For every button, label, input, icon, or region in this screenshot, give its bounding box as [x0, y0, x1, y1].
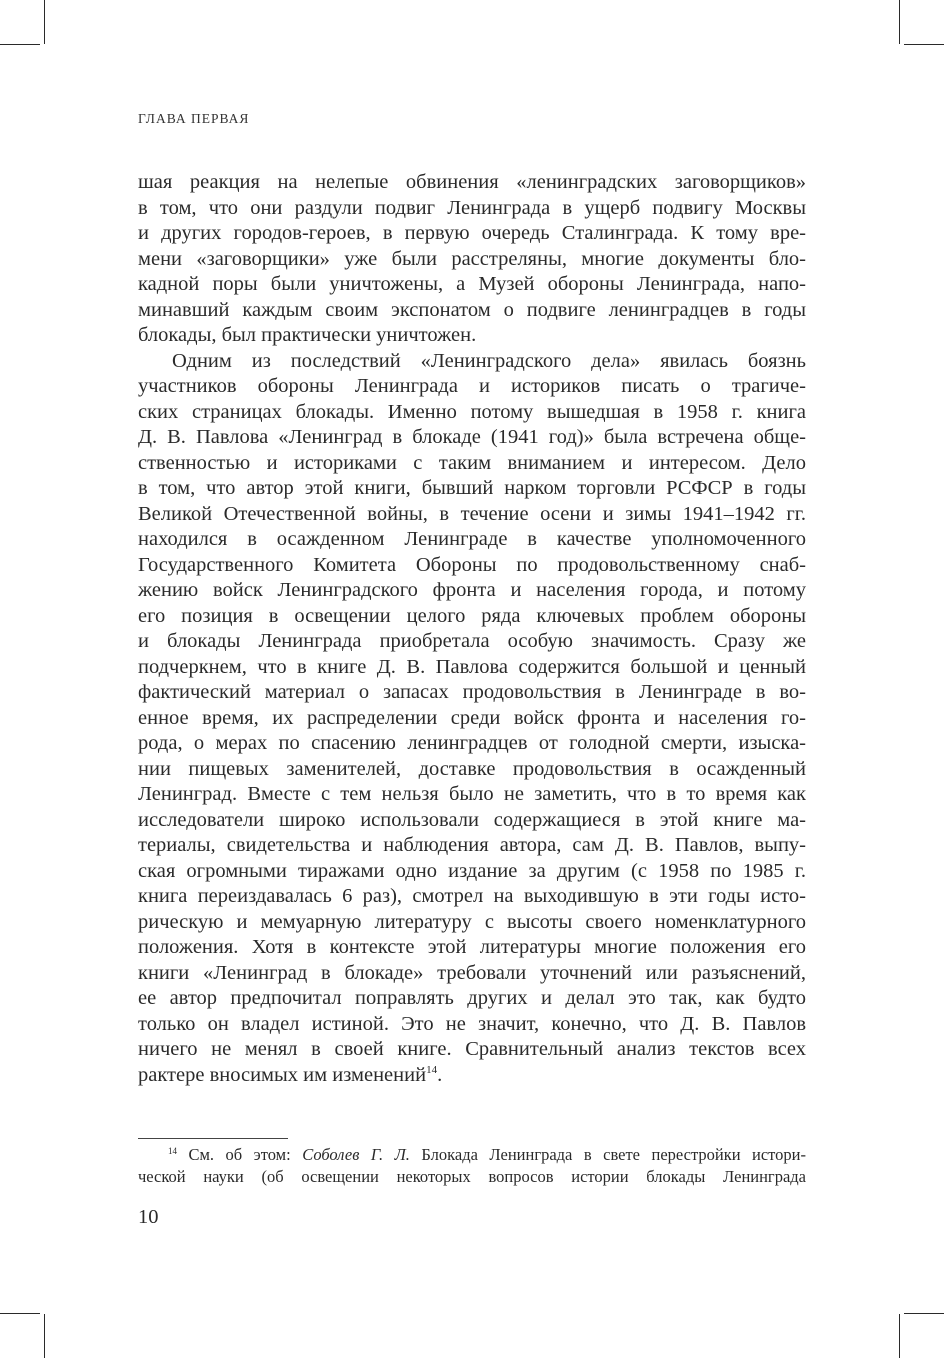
footnote-prefix: См. об этом: [188, 1145, 291, 1164]
crop-mark-top-left-vertical [44, 0, 45, 44]
footnote-separator [138, 1138, 288, 1139]
text-line: в том, что автор этой книги, бывший нарком торговли РСФСР в годы [138, 477, 806, 499]
text-line-last-content: рактере вносимых им изменений [138, 1063, 427, 1086]
text-line: положения. Хотя в контексте этой литературы многие положения его [138, 936, 806, 958]
text-line: только он владел истиной. Это не значит, конечно, что Д. В. Павлов [138, 1012, 806, 1035]
text-line: блокады, был практически уничтожен. [138, 324, 477, 346]
text-line: ская огромными тиражами одно издание за другим (с 1958 по 1985 г. [138, 859, 806, 882]
text-line: ственностью и историками с таким вниманием и интересом. Дело [138, 451, 806, 474]
text-line: находился в осажденном Ленинграде в качестве уполномоченного [138, 528, 806, 550]
crop-mark-top-left-horizontal [0, 44, 40, 45]
text-line: Ленинград. Вместе с тем нельзя было не заметить, что в то время как [138, 783, 806, 805]
text-line: подчеркнем, что в книге Д. В. Павлова содержится большой и ценный [138, 655, 806, 678]
crop-mark-top-right-vertical [899, 0, 900, 44]
text-line: нии пищевых заменителей, доставке продовольствия в осажденный [138, 757, 806, 780]
text-line: книги «Ленинград в блокаде» требовали уточнений или разъяснений, [138, 961, 806, 984]
text-line: Одним из последствий «Ленинградского дела» явилась боязнь [172, 349, 806, 372]
text-line: ничего не менял в своей книге. Сравнительный анализ текстов всех [138, 1038, 806, 1060]
crop-mark-bottom-right-vertical [899, 1314, 900, 1358]
text-line: его позиция в освещении целого ряда ключевых проблем обороны [138, 604, 806, 627]
footnote-line [138, 1144, 806, 1166]
text-line: и блокады Ленинграда приобретала особую значимость. Сразу же [138, 630, 806, 652]
text-line: ее автор предпочитал поправлять других и делал это так, как будто [138, 987, 806, 1009]
text-line: ских страницах блокады. Именно потому вышедшая в 1958 г. книга [138, 400, 806, 423]
crop-mark-bottom-left-vertical [44, 1314, 45, 1358]
crop-mark-bottom-left-horizontal [0, 1313, 40, 1314]
text-line: рода, о мерах по спасению ленинградцев от голодной смерти, изыска- [138, 732, 806, 754]
text-line: участников обороны Ленинграда и историков писать о трагиче- [138, 375, 806, 397]
footnote [138, 1144, 806, 1188]
text-line: в том, что они раздули подвиг Ленинграда в ущерб подвигу Москвы [138, 196, 806, 219]
text-line: Д. В. Павлова «Ленинград в блокаде (1941 год)» была встречена обще- [138, 426, 806, 448]
text-line-last: рактере вносимых им изменений$^{14}$. [138, 1063, 443, 1086]
text-line: енное время, их распределении среди войск фронта и населения го- [138, 706, 806, 729]
text-line: мени «заговорщики» уже были расстреляны, многие документы бло- [138, 247, 806, 270]
text-line: рическую и мемуарную литературу с высоты своего номенклатурного [138, 910, 806, 933]
crop-mark-top-right-horizontal [904, 44, 944, 45]
text-line: Государственного Комитета Обороны по продовольственному снаб- [138, 553, 806, 576]
text-line: шая реакция на нелепые обвинения «ленинградских заговорщиков» [138, 171, 806, 193]
text-line: книга переиздавалась 6 раз), смотрел на выходившую в эти годы исто- [138, 885, 806, 907]
text-line: и других городов-героев, в первую очередь Сталинграда. К тому вре- [138, 222, 806, 244]
running-header: ГЛАВА ПЕРВАЯ [138, 111, 250, 126]
footnote-reference[interactable]: 14 [426, 1063, 438, 1076]
text-line: фактический материал о запасах продовольствия в Ленинграде в во- [138, 681, 806, 703]
text-line: териалы, свидетельства и наблюдения автора, сам Д. В. Павлов, выпу- [138, 834, 806, 856]
text-line: исследователи широко использовали содержащиеся в этой книге ма- [138, 808, 806, 831]
text-line: кадной поры были уничтожены, а Музей обороны Ленинграда, напо- [138, 273, 806, 295]
footnote-line-1-rest: Блокада Ленинграда в свете перестройки истори- [421, 1145, 806, 1164]
text-line: минавший каждым своим экспонатом о подвиге ленинградцев в годы [138, 298, 806, 321]
footnote-line: ческой науки (об освещении некоторых вопросов истории блокады Ленинграда [138, 1167, 806, 1186]
text-line: Великой Отечественной войны, в течение осени и зимы 1941–1942 гг. [138, 502, 806, 525]
page-number: 10 [138, 1206, 159, 1228]
body-text [138, 170, 806, 1088]
footnote-author: Соболев Г. Л. [302, 1145, 410, 1164]
text-line: жению войск Ленинградского фронта и населения города, и потому [138, 579, 806, 601]
crop-mark-bottom-right-horizontal [904, 1313, 944, 1314]
footnote-number: 14 [168, 1146, 177, 1156]
